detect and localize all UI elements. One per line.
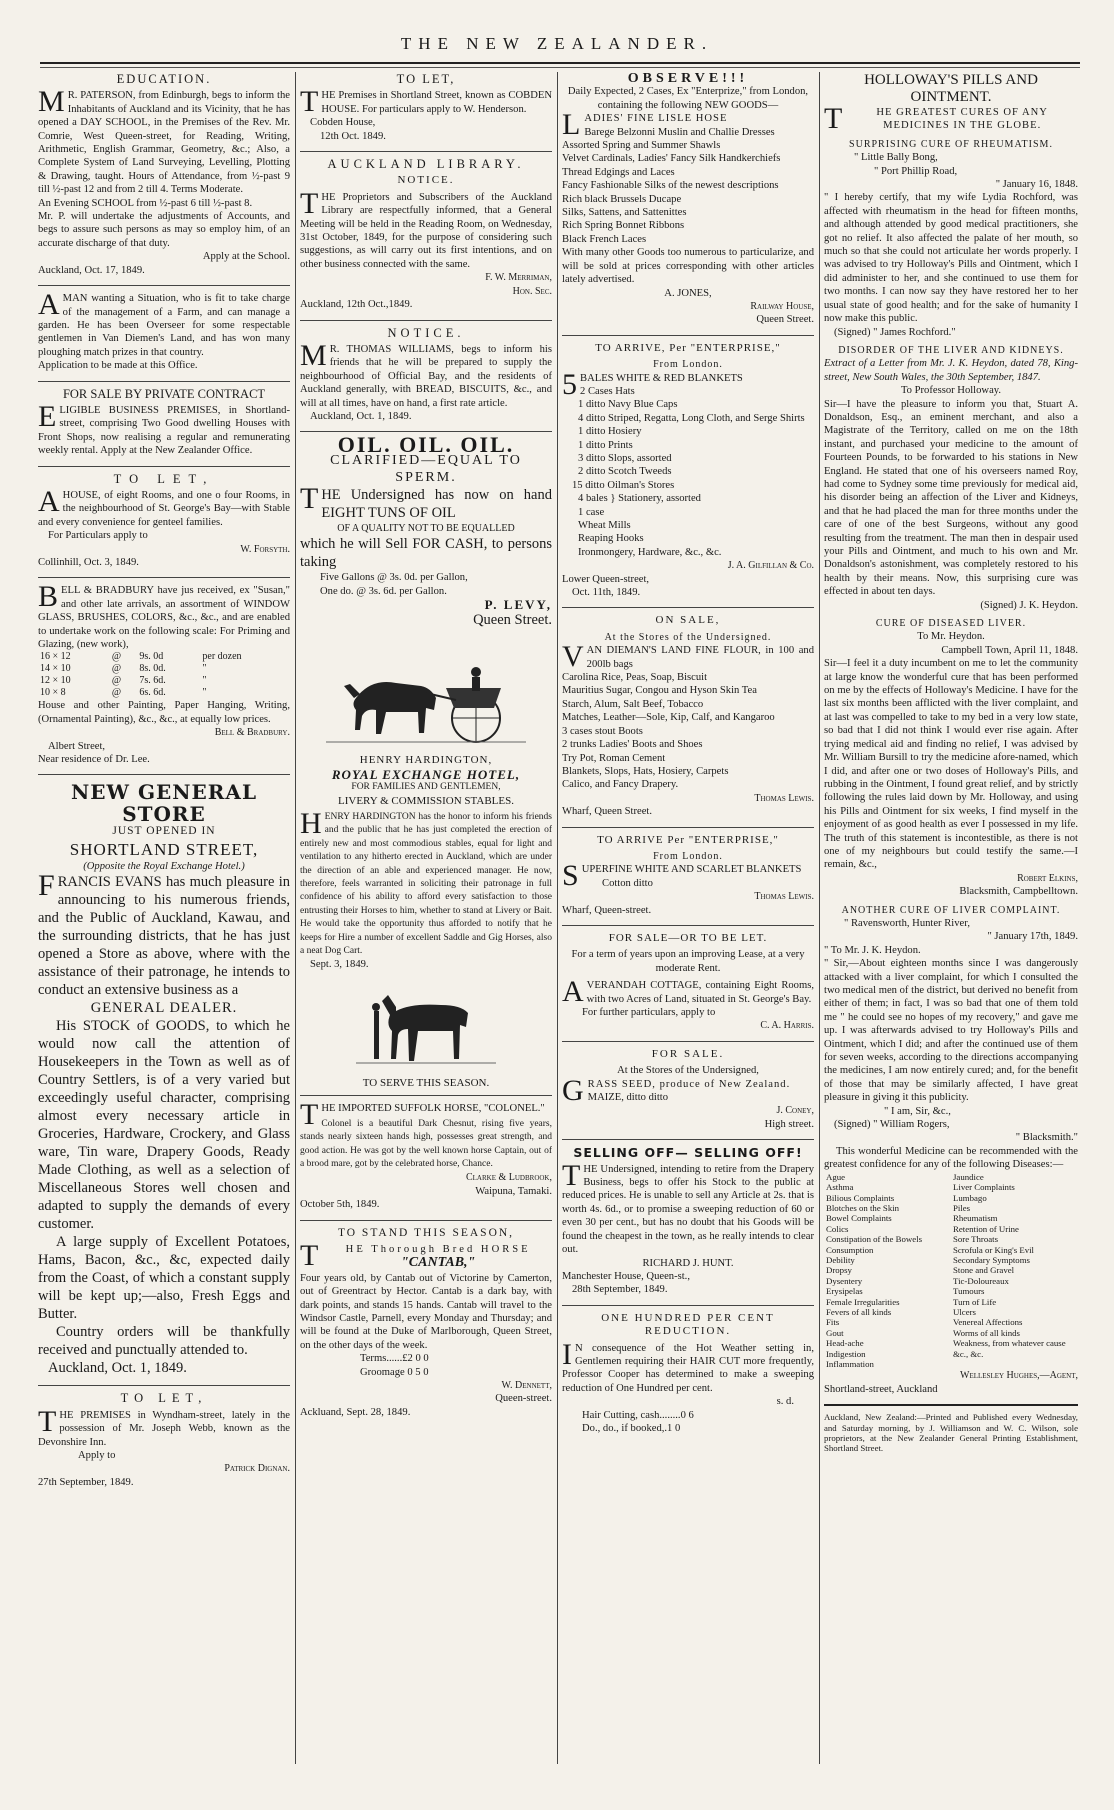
ad-sig: Queen-street. [495,1393,552,1405]
ad-line: " Ravensworth, Hunter River, [844,917,970,929]
ad-sig: (Signed) J. K. Heydon. [980,599,1078,611]
ad-title: ROYAL EXCHANGE HOTEL, [331,766,521,782]
table-row: 10 × 8 @ 6s. 6d. " [40,687,207,699]
separator [562,1305,814,1306]
ad-sig: Apply at the School. [202,251,290,263]
list-item: 1 ditto Navy Blue Caps [578,399,678,411]
ad-body: With many other Goods too numerous to particularize, and will be sold at prices corresponding with other articles lately advertised. [562,247,814,286]
ad-body: Sir—I feel it a duty incumbent on me to let the community at large know the wonderful cure that has been performed on me by the effects of Holloway's Medicine. I have for the last six months been afflicted with the liver complaint, and at last was compelled to take to my bed in a very low state, so bad that I did not think I would ever rise again. After trying medical aid and finding no relief, I was advised by Mr. William Bursill to try the medicine afore-named, which I did, and after one or two doses of Holloway's Pills, and rubbing in the Ointment, I found great relief, and by strictly following the rules laid down by Mr. Holloway, and using his Pills and Ointment for six weeks, I find myself in the enjoyment of as good health as ever I possessed in my life. The truth of this statement is incontestible, as there is not one of my neighbours but could testify the same.—I remain, &c., [824,658,1078,871]
ad-observe [562,72,814,330]
ad-suffolk-horse [300,1098,552,1214]
ad-sig: W. Dennett, [501,1380,552,1391]
ad-date: Auckland, Oct. 1, 1849. [48,1360,187,1377]
ad-line: " Port Phillip Road, [874,165,958,177]
imprint: Auckland, New Zealand:—Printed and Published every Wednesday, and Saturday morning, by J. Williamson and W. C. Wilson, sole proprietors, at the New Zealander General Printing Establishment, Shortland Street. [824,1412,1078,1454]
ad-body: SUPERFINE WHITE AND SCARLET BLANKETS [562,859,802,893]
top-rule [40,62,1080,64]
ad-title: TO LET, [113,471,215,486]
ad-subtitle: NOTICE. [397,174,455,187]
list-item: 15 ditto Oilman's Stores [572,479,675,491]
section-title: SURPRISING CURE OF RHEUMATISM. [849,138,1053,150]
ad-title: AUCKLAND LIBRARY. [327,157,525,172]
list-item: 2 ditto Scotch Tweeds [578,466,672,478]
ad-library [300,158,552,314]
list-item: Starch, Alum, Salt Beef, Tobacco [562,698,704,710]
ad-title: TO LET, [396,72,456,86]
ad-sig: Thomas Lewis. [754,891,814,903]
column-divider [557,72,558,1764]
ad-date: October 5th, 1849. [300,1199,380,1211]
ad-sig: High street. [764,1118,814,1130]
ad-date: Oct. 11th, 1849. [572,587,641,599]
separator [300,1220,552,1221]
ad-for-sale-let [562,932,814,1036]
ad-subtitle: FOR FAMILIES AND GENTLEMEN, [351,782,501,793]
column-1 [38,72,290,1770]
column-4 [824,72,1078,1770]
ad-body: An Evening SCHOOL from ½-past 6 till ½-past 8. [38,197,253,209]
ad-body: GRASS SEED, produce of New Zealand. [562,1073,791,1107]
ad-sig: J. A. Gilfillan & Co. [727,560,814,572]
list-item: Barege Belzonni Muslin and Challie Dresses [584,126,775,138]
ad-line: Apply to [78,1449,116,1461]
ad-body: HENRY HARDINGTON has the honor to inform his friends and the public that he has just completed the erection of entirely new and most commodious stables, equal for light and ventilation to any hitherto erected in Auckland, which are under the direction of an able and experienced manager. He now, therefore, feels warranted in soliciting their patronage in full confidence of his ability to afford every satisfaction to those entrusting their Horses to him, whether to stand at Livery or Bait. He would take the opportunity thus afforded to notify that he keeps for Hire a number of excellent Saddle and Gig Horses, also a neat Dog Cart. [300,807,552,957]
ad-title: OIL. OIL. OIL. [337,432,515,458]
ad-line: " Little Bally Bong, [854,152,938,164]
ad-line: Queen Street. [473,612,552,629]
ad-sig: P. LEVY, [484,596,552,612]
ad-date: 12th Oct. 1849. [320,130,386,142]
separator [562,607,814,608]
ad-subtitle: At the Stores of the Undersigned. [604,631,772,643]
ad-line: One do. @ 3s. 6d. per Gallon. [320,585,447,597]
ad-line: For further particulars, apply to [582,1007,716,1018]
ad-private-contract [38,388,290,461]
ad-title: FOR SALE—OR TO BE LET. [608,931,768,944]
masthead: THE NEW ZEALANDER. [400,34,714,53]
column-3 [562,72,814,1770]
ad-body: A large supply of Excellent Potatoes, Hams, Bacon, &c., &c, expected daily from the Coast, of which a constant supply will be kept up;—also, Fresh Eggs and Butter. [38,1234,290,1323]
ad-sig: (Signed) " William Rogers, [834,1119,950,1131]
ad-date: 28th September, 1849. [572,1284,668,1296]
ad-body: THE Undersigned, intending to retire from the Drapery Business, begs to offer his Stock to the public at reduced prices. He is unable to sell any Article at 2s. that is worth 4s. 6d., or to promise a sweeping reduction of 60 or even 30 per cent., but has no doubt that his Goods will be found the cheapest in the town, as he really intends to clear out. [562,1158,814,1256]
ad-date: Campbell Town, April 11, 1848. [941,644,1078,656]
ad-subtitle: From London. [653,359,723,371]
ad-body: " I hereby certify, that my wife Lydia Rochford, was affected with rheumatism in the head for fifteen months, and although attended by good medical practitioners, she got no relief. It also affected the palate of her mouth, so much so that she could not articulate her words properly. I was advised to try Holloway's Pills and Ointment, which I did administer to her, and she continued to use them for two months. I can now say they have restored her to her usual state of good health; and for the sake of humanity I now make this public. [824,192,1078,325]
ad-to-arrive-2 [562,834,814,920]
list-item: 4 ditto Striped, Regatta, Long Cloth, and Serge Shirts [578,412,805,424]
separator [300,320,552,321]
ad-title: ONE HUNDRED PER CENT REDUCTION. [601,1311,775,1338]
table-row: 16 × 12 @ 9s. 0d per dozen [40,651,242,663]
ad-date: " January 16, 1848. [995,179,1078,191]
ad-subtitle: CLARIFIED—EQUAL TO SPERM. [330,452,522,485]
ad-body: MR. PATERSON, from Edinburgh, begs to inform the Inhabitants of Auckland and its Vicinity, that he has opened a DAY SCHOOL, in the Premises of the Rev. Mr. Comrie, West Queen-street, for Reading, Writing, Arithmetic, English Grammar, Geometry, &c.; Also, a Complete System of Land Surveying, Levelling, Plotting & Drawing, taught. Hours of Attendance, from ½-past 9 till ½-past 12 and from 2 till 4. Terms Moderate. [38,85,290,196]
ad-body: AMAN wanting a Situation, who is fit to take charge of the management of a Farm, and can manage a garden. He has been Overseer for some respectable gentlemen in Van Diemen's Land, and has won many ploughing match prizes in that country. [38,288,290,358]
horse-illustration [356,981,496,1071]
separator [824,1404,1078,1406]
ad-sig: Hon. Sec. [512,285,552,297]
list-item: 3 cases stout Boots [562,725,643,737]
ad-body: Colonel is a beautiful Dark Chesnut, rising five years, stands nearly sixteen hands high, possesses great strength, and good action. He was got by the well known horse Captain, out of a brood mare, got by the celebrated horse, Chance. [300,1118,552,1169]
ad-body: Application to be made at this Office. [38,360,198,372]
separator [38,577,290,578]
separator [38,774,290,775]
ad-line: MAIZE, ditto ditto [587,1092,669,1104]
ad-sig: Blacksmith, Campbelltown. [959,886,1078,898]
ad-sig: J. Coney, [776,1105,814,1117]
ad-subtitle: THE Thorough Bred HORSE [300,1238,531,1272]
list-item: Thread Edgings and Laces [562,166,675,178]
ad-line: Manchester House, Queen-st., [562,1270,690,1282]
list-item: 2 trunks Ladies' Boots and Shoes [562,739,703,751]
ad-line: Albert Street, [48,740,106,752]
ad-title: THE IMPORTED SUFFOLK HORSE, "COLONEL." [300,1098,545,1132]
ad-body: Extract of a Letter from Mr. J. K. Heydon, dated 78, King-street, New South Wales, the 30th September, 1847. [824,358,1078,383]
ad-title: OBSERVE!!! [627,72,749,86]
price-table [38,651,290,699]
list-item: Fancy Fashionable Silks of the newest descriptions [562,180,779,192]
ad-body: FRANCIS EVANS has much pleasure in announcing to his numerous friends, and the Public of Auckland, Kawau, and the surrounding districts, that he has just opened a Store as above, where with the assistance of their patronage, he intends to conduct an extensive business as a [38,869,290,999]
column-divider [819,72,820,1764]
ad-to-let [38,473,290,573]
ad-sig: Waipuna, Tamaki. [475,1185,552,1197]
season-caption: TO SERVE THIS SEASON. [362,1076,490,1089]
list-item: Mauritius Sugar, Congou and Hyson Skin Tea [562,685,757,697]
ad-line: Near residence of Dr. Lee. [38,754,150,766]
ad-subtitle: At the Stores of the Undersigned, [617,1065,759,1077]
ad-line: Do., do., if booked,.1 0 [582,1422,681,1434]
ad-title: NEW GENERAL STORE [71,780,257,827]
ad-body: Mr. P. will undertake the adjustments of Accounts, and begs to assure such persons as may so employ him, of an accurate discharge of that duty. [38,211,290,249]
separator [38,285,290,286]
ad-sig: (Signed) " James Rochford." [834,326,956,338]
ad-subtitle: HENRY HARDINGTON, [359,754,493,767]
ad-line: Wharf, Queen Street. [562,806,653,818]
ad-cantab [300,1227,552,1423]
ad-body: which he will Sell FOR CASH, to persons taking [300,536,552,571]
ad-to-arrive [562,342,814,603]
ad-general-store [38,781,290,1380]
section-title: CURE OF DISEASED LIVER. [875,618,1027,630]
separator [38,381,290,382]
ad-sig: RICHARD J. HUNT. [642,1257,734,1269]
list-item: 1 ditto Hosiery [578,426,642,438]
ad-body: THE Proprietors and Subscribers of the Auckland Library are respectfully informed, that a General Meeting will be held in the Reading Room, on Wednesday, 31st October, 1849, for the purpose of considering such suggestions, as will carry out its first intentions, and on other business connected with the same. [300,186,552,270]
ad-oil [300,432,552,632]
ad-subtitle: THE GREATEST CURES OF ANY MEDICINES IN THE GLOBE. [824,102,1048,135]
list-item: Black French Laces [562,233,647,245]
section-title: DISORDER OF THE LIVER AND KIDNEYS. [838,344,1064,356]
ad-title: FOR SALE BY PRIVATE CONTRACT [62,386,266,401]
ad-title: TO STAND THIS SEASON, [337,1226,515,1239]
ad-subtitle: LIVERY & COMMISSION STABLES. [338,794,514,807]
ad-cobden-house [300,73,552,146]
ad-bell-bradbury [38,580,290,769]
list-item: Try Pot, Roman Cement [562,752,666,764]
ad-line: For Particulars apply to [48,530,148,542]
ad-sig: Bell & Bradbury. [214,727,290,739]
ad-line: " I am, Sir, &c., [884,1105,951,1117]
ad-subtitle: "CANTAB," [401,1255,476,1271]
diseases-right: Jaundice Liver Complaints Lumbago Piles Rheumatism Retention of Urine Sore Throats Scrofula or King's Evil Secondary Symptoms Stone and Gravel Tic-Doloureaux Tumours Turn of Life Ulcers Venereal Affections Worms of all kinds Weakness, from whatever cause &c., &c. [953,1171,1066,1359]
list-item: 5BALES WHITE & RED BLANKETS [562,367,743,401]
ad-body: Four years old, by Cantab out of Victorine by Camerton, out of Greentract by Hector. Cantab is a dark bay, with dark points, and stands 15 hands. Cantab will travel to the Windsor Castle, Parnell, every Monday and Thursday; and will be found at the Duke of Marlborough, Queen Street, on the other days of the week. [300,1272,552,1351]
list-item: Calico, and Fancy Drapery. [562,779,679,791]
ad-line: Terms......£2 0 0 [360,1353,429,1365]
list-item: Ironmongery, Hardware, &c., &c. [578,546,722,558]
ad-line: Lower Queen-street, [562,573,650,585]
horse-carriage-illustration [326,638,526,748]
ad-title: EDUCATION. [116,72,212,86]
list-item: Blankets, Slops, Hats, Hosiery, Carpets [562,765,729,777]
ad-line: To Professor Holloway. [900,385,1002,397]
ad-body: ELIGIBLE BUSINESS PREMISES, in Shortland-street, comprising Two Good dwelling Houses with Front Shops, now realising a regular and remunerating weekly rental. Apply at the New Zealander Office. [38,399,290,457]
ad-body: IN consequence of the Hot Weather setting in, Gentlemen requiring their HAIR CUT more frequently, Professor Cooper has determined to make a sweeping reduction of One Hundred per cent. [562,1337,814,1394]
ad-subtitle: JUST OPENED IN [112,825,216,838]
ad-line: Groomage 0 5 0 [360,1366,429,1378]
separator [562,925,814,926]
list-item: Reaping Hooks [578,533,644,545]
ad-line: Cobden House, [310,117,376,129]
ad-body: Sir—I have the pleasure to inform you that, Stuart A. Donaldson, Esq., an eminent merchant, and also a Magistrate of the Territory, called on me on the 18th instant, and purchased your medicine to the amount of Fourteen Pounds, to be forwarded to his stations in New England. He stated that one of his overseers named Roy, had come to Sydney some time previously for medical aid, his disorder being an affection of the Liver and Kidneys, and that he had placed the man for three months under the care of one of the best Surgeons, without any good resulting from the treatment. The man then in despair used your Pills and Ointment, and much to his own and Mr. Donaldson's astonishment, was completely restored to his health by their means. Now, this surprising cure was effected in about ten days. [824,398,1078,598]
section-title: ANOTHER CURE OF LIVER COMPLAINT. [841,904,1061,916]
ad-date: Auckland, Oct. 1, 1849. [310,410,412,422]
ad-body: This wonderful Medicine can be recommended with the greatest confidence for any of the following Diseases:— [824,1145,1078,1171]
ad-holloway [824,72,1078,1399]
ad-body: BELL & BRADBURY have jus received, ex "Susan," and other late arrivals, an assortment of WINDOW GLASS, BRUSHES, COLORS, &c., &c., and are enabled to undertake work on the following scale: For Priming and Glazing, (new work), [38,580,290,651]
separator [562,1041,814,1042]
ad-sig: " Blacksmith." [1015,1132,1078,1144]
ad-body: MR. THOMAS WILLIAMS, begs to inform his friends that he will be prepared to supply the neighbourhood of Official Bay, and the residents of Auckland generally, with BREAD, BISCUITS, &c., and will at all times, have on hand, a first rate article. [300,338,552,409]
ad-subtitle: From London. [653,850,723,862]
diseases-left: Ague Asthma Bilious Complaints Blotches on the Skin Bowel Complaints Colics Constipation of the Bowels Consumption Debility Dropsy Dysentery Erysipelas Female Irregularities Fevers of all kinds Fits Gout Head-ache Indigestion Inflammation [826,1171,923,1369]
ad-subtitle: SHORTLAND STREET, [69,839,259,859]
ad-title: TO LET, [120,1391,208,1406]
ad-line: Shortland-street, Auckland [824,1383,938,1395]
ad-line: Hair Cutting, cash........0 6 [582,1409,694,1421]
ad-selling-off [562,1146,814,1299]
ad-sig: Thomas Lewis. [754,792,814,804]
diseases-table [824,1172,1078,1370]
ad-subtitle: GENERAL DEALER. [90,1000,238,1017]
separator [300,1095,552,1096]
ad-subtitle: (Opposite the Royal Exchange Hotel.) [83,860,245,872]
ad-body: VAN DIEMAN'S LAND FINE FLOUR, in 100 and 200lb bags [562,640,814,674]
ad-subtitle: For a term of years upon an improving Lease, at a very moderate Rent. [571,949,805,974]
list-item: Carolina Rice, Peas, Soap, Biscuit [562,672,708,684]
ad-to-let-2 [38,1392,290,1492]
ad-sig: A. JONES, [664,287,712,299]
ad-title: NOTICE. [387,325,465,340]
ad-sig: Patrick Dignan. [224,1463,290,1475]
list-item: Rich black Brussels Ducape [562,193,682,205]
ad-body: AHOUSE, of eight Rooms, and one o four Rooms, in the neighbourhood of St. George's Bay—with Stable and every convenience for genteel families. [38,484,290,528]
ad-line: OF A QUALITY NOT TO BE EQUALLED [337,522,515,534]
ad-hair-cut [562,1312,814,1439]
ad-sig: C. A. Harris. [760,1020,814,1032]
column-2 [300,72,552,1770]
ad-line: To Mr. Heydon. [917,631,985,643]
separator [562,1139,814,1140]
ad-hotel [300,754,552,975]
list-item: 3 ditto Slops, assorted [578,452,672,464]
ad-date: Auckland, Oct. 17, 1849. [38,264,145,276]
ad-date: " January 17th, 1849. [987,931,1078,943]
list-item: Velvet Cardinals, Ladies' Fancy Silk Handkerchiefs [562,153,781,165]
table-row: 14 × 10 @ 8s. 0d. " [40,663,207,675]
ad-body: His STOCK of GOODS, to which he would now call the attention of Housekeepers in the Town as well as of Country Settlers, is of a very varied but exceedingly useful character, comprising almost every necessary article in Groceries, Hardware, Crockery, and Glass ware, Tin ware, Drapery Goods, Ready Made Clothing, as well as a selection of Miscellaneous Stores well chosen and adapted to supply the demands of every customer. [38,1018,290,1233]
list-item: Silks, Sattens, and Sattenittes [562,207,687,219]
ad-date: 27th September, 1849. [38,1476,134,1488]
ad-body: AVERANDAH COTTAGE, containing Eight Rooms, with two Acres of Land, situated in St. George's Bay. [562,975,814,1009]
ad-situation [38,288,290,375]
ad-sig: Wellesley Hughes,—Agent, [960,1370,1078,1382]
ad-line: s. d. [776,1396,794,1408]
ad-title: HOLLOWAY'S PILLS AND OINTMENT. [864,72,1038,105]
ad-sig: Robert Elkins, [1017,872,1078,884]
ad-body: " Sir,—About eighteen months since I was dangerously attacked with a liver complaint, for which I consulted the two medical men of the district, but derived no benefit from either of them; in fact, I was so bad that one of them told me " he could see no hopes of my recovery," and gave me up. I was afterwards advised to try Holloway's Pills and Ointment, which I did; and after the continued use of them for seven weeks, according to the directions accompanying the medicines, I am now entirely cured; and, for the benefit of those that may be similarly affected, I have great pleasure in giving it this publicity. [824,958,1078,1104]
ad-date: Auckland, 12th Oct.,1849. [300,299,413,311]
ad-title: SELLING OFF— SELLING OFF! [573,1145,803,1161]
list-item: 1 case [578,506,605,518]
list-item: 2 Cases Hats [580,385,635,397]
list-item: Wheat Mills [578,520,631,531]
list-item: 1 ditto Prints [578,439,633,451]
ad-body: Country orders will be thankfully received and punctually attended to. [38,1324,290,1359]
table-row: 12 × 10 @ 7s. 6d. " [40,675,207,687]
ad-title: TO ARRIVE, Per "ENTERPRISE," [595,341,781,354]
list-item: 4 bales } Stationery, assorted [578,493,701,505]
ad-sig: F. W. Merriman, [485,272,552,284]
ad-body: THE Undersigned has now on hand EIGHT TUNS OF OIL [300,481,552,521]
ad-line: Five Gallons @ 3s. 0d. per Gallon, [320,572,468,584]
ad-date: Sept. 3, 1849. [310,959,369,971]
ad-body: THE Premises in Shortland Street, known as COBDEN HOUSE. For particulars apply to W. Henderson. [300,85,552,119]
ad-title: FOR SALE. [651,1047,725,1060]
ad-subtitle: Daily Expected, 2 Cases, Ex "Enterprize," from London, containing the following NEW GOODS— [567,86,809,111]
ad-body: House and other Painting, Paper Hanging, Writing, (Ornamental Painting), &c., &c., at equally low prices. [38,700,290,725]
list-item: Assorted Spring and Summer Shawls [562,140,721,152]
separator [38,466,290,467]
separator [300,151,552,152]
ad-body: THE PREMISES in Wyndham-street, lately in the possession of Mr. Joseph Webb, known as the Devonshire Inn. [38,1404,290,1448]
ad-sig: Railway House, [750,300,814,312]
separator [562,335,814,336]
separator [38,1385,290,1386]
ad-education [38,73,290,280]
ad-date: Ackluand, Sept. 28, 1849. [300,1406,411,1418]
ad-on-sale [562,614,814,821]
ad-title: ON SALE, [655,614,721,627]
ad-grass-seed [562,1048,814,1134]
list-item: Matches, Leather—Sole, Kip, Calf, and Kangaroo [562,712,775,724]
ad-line: Cotton ditto [602,877,653,889]
separator [562,827,814,828]
column-divider [295,72,296,1764]
ad-title: TO ARRIVE Per "ENTERPRISE," [597,833,779,846]
ad-date: Collinhill, Oct. 3, 1849. [38,557,139,568]
ad-notice [300,327,552,427]
ad-line: Wharf, Queen-street. [562,904,652,916]
ad-sig: Queen Street. [756,314,814,326]
ad-sig: Clarke & Ludbrook, [465,1172,552,1184]
top-rule-thin [40,67,1080,68]
ad-line: " To Mr. J. K. Heydon. [824,944,921,956]
list-item: Rich Spring Bonnet Ribbons [562,220,685,232]
list-item: LADIES' FINE LISLE HOSE [562,108,728,142]
ad-sig: W. Forsyth. [240,543,290,555]
